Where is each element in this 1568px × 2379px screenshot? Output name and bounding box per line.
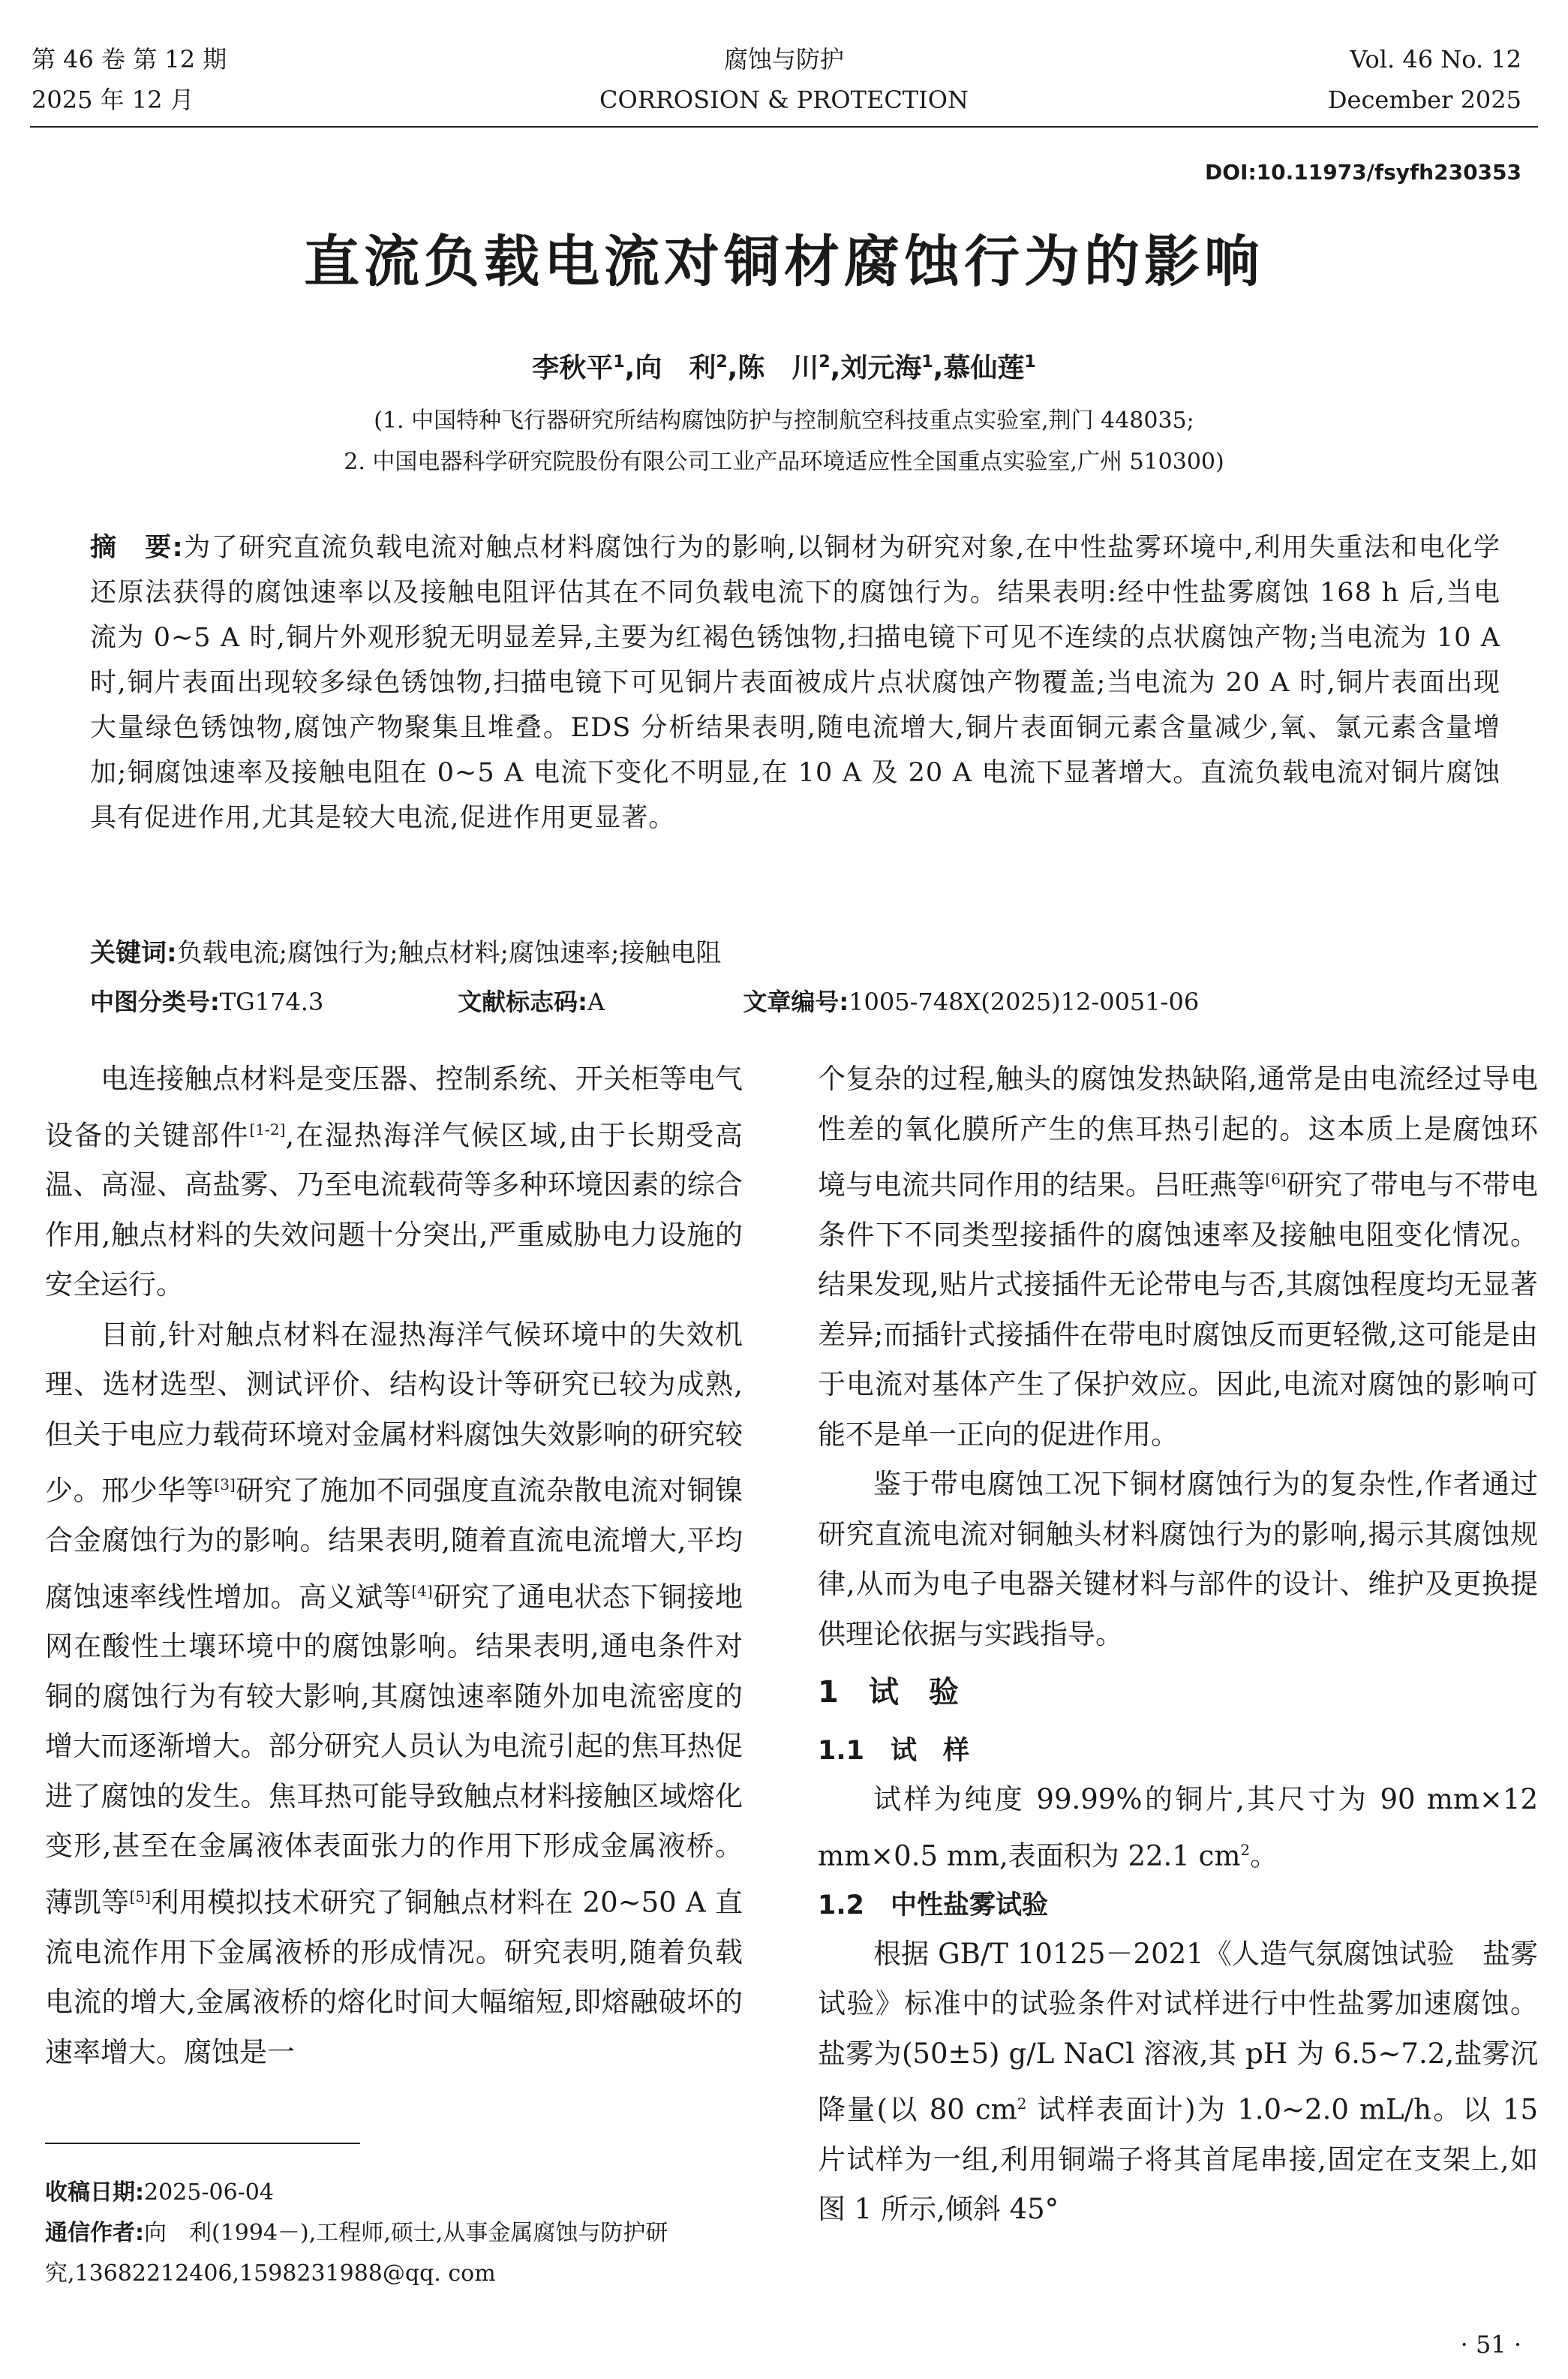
author-name: 陈 川 (737, 353, 819, 383)
corresponding-author-label: 通信作者: (45, 2220, 144, 2246)
author-aff: 2 (716, 353, 728, 371)
header-left (32, 39, 227, 120)
classification-line (90, 983, 1500, 1021)
text: 试样表面计)为 1.0~2.0 mL/h。以 15 片试样为一组,利用铜端子将其首尾串接,固定在支架上,如图 1 所示,倾斜 45° (818, 2093, 1538, 2226)
doc-code-label: 文献标志码: (458, 988, 587, 1016)
received-date: 2025-06-04 (144, 2179, 274, 2206)
citation[interactable]: [3] (214, 1475, 236, 1494)
doc-code-value: A (587, 988, 605, 1016)
clc-label: 中图分类号: (90, 988, 220, 1016)
citation[interactable]: [1-2] (249, 1120, 286, 1138)
doi[interactable]: DOI:10.11973/fsyfh230353 (1204, 160, 1521, 185)
subsection-heading: 1.1 试 样 (818, 1736, 970, 1767)
text: 研究了带电与不带电条件下不同类型接插件的腐蚀速率及接触电阻变化情况。结果发现,贴片式接插件无论带电与否,其腐蚀程度均无显著差异;而插针式接插件在带电时腐蚀反而更轻微,这可能是由于电流对基体产生了保护效应。因此,电流对腐蚀的影响可能不是单一正向的促进作用。 (818, 1168, 1539, 1451)
keywords (90, 934, 1500, 972)
keywords-label: 关键词: (90, 938, 177, 968)
author-name: 李秋平 (532, 353, 614, 383)
author-aff: 1 (921, 353, 933, 371)
keywords-text: 负载电流;腐蚀行为;触点材料;腐蚀速率;接触电阻 (176, 938, 722, 968)
affiliation-1: (1. 中国特种飞行器研究所结构腐蚀防护与控制航空科技重点实验室,荆门 448035; (374, 408, 1194, 434)
paragraph (45, 1310, 743, 2077)
text: 利用模拟技术研究了铜触点材料在 20~50 A 直流电流作用下金属液桥的形成情况。研究表明,随着负载电流的增大,金属液桥的熔化时间大幅缩短,即熔融破坏的速率增大。腐蚀是一 (45, 1886, 743, 2068)
text: 电连接触点材料是变压器、控制系统、开关柜等电气设备的关键部件 (45, 1063, 743, 1151)
paragraph: 鉴于带电腐蚀工况下铜材腐蚀行为的复杂性,作者通过研究直流电流对铜触头材料腐蚀行为的影响,揭示其腐蚀规律,从而为电子电器关键材料与部件的设计、维护及更换提供理论依据与实践指导。 (818, 1468, 1538, 1650)
received-label: 收稿日期: (45, 2179, 144, 2206)
clc-value: TG174.3 (219, 988, 324, 1016)
article-number-value: 1005-748X(2025)12-0051-06 (849, 988, 1200, 1016)
paragraph (818, 1929, 1538, 2235)
body-right-column (818, 1054, 1538, 2235)
date-cn: 2025 年 12 月 (32, 86, 194, 114)
section-heading: 1 试 验 (818, 1675, 959, 1710)
citation[interactable]: [6] (1265, 1170, 1287, 1188)
author-name: 慕仙莲 (943, 353, 1025, 383)
journal-cn: 腐蚀与防护 (723, 45, 844, 74)
paragraph (45, 1054, 743, 1310)
paragraph (818, 1775, 1538, 1881)
text: 研究了通电状态下铜接地网在酸性土壤环境中的腐蚀影响。结果表明,通电条件对铜的腐蚀行为有较大影响,其腐蚀速率随外加电流密度的增大而逐渐增大。部分研究人员认为电流引起的焦耳热促进了腐蚀的发生。焦耳热可能导致触点材料接触区域熔化变形,甚至在金属液体表面张力的作用下形成金属液桥。薄凯等 (45, 1580, 743, 1919)
author-list: 李秋平$^1$,向 利$^2$,陈 川$^2$,刘元海$^1$,慕仙莲$^1$ (532, 353, 1036, 383)
date-en: December 2025 (1327, 86, 1521, 114)
text: 研究了施加不同强度直流杂散电流对铜镍合金腐蚀行为的影响。结果表明,随着直流电流增大,平均腐蚀速率线性增加。高义斌等 (45, 1474, 743, 1613)
citation[interactable]: [5] (129, 1887, 151, 1905)
citation[interactable]: [4] (411, 1581, 433, 1600)
abstract (90, 525, 1500, 841)
author-aff: 1 (1024, 353, 1036, 371)
text: ,在湿热海洋气候区域,由于长期受高温、高湿、高盐雾、乃至电流载荷等多种环境因素的综合作用,触点材料的失效问题十分突出,严重威胁电力设施的安全运行。 (45, 1118, 743, 1301)
text: 。 (1250, 1839, 1278, 1872)
footnote-rule (45, 2143, 360, 2144)
header-center (484, 39, 1084, 120)
author-aff: 1 (613, 353, 625, 371)
superscript: 2 (1240, 1840, 1251, 1859)
abstract-text: 为了研究直流负载电流对触点材料腐蚀行为的影响,以铜材为研究对象,在中性盐雾环境中,利用失重法和电化学还原法获得的腐蚀速率以及接触电阻评估其在不同负载电流下的腐蚀行为。结果表明:经中性盐雾腐蚀 168 h 后,当电流为 0~5 A 时,铜片外观形貌无明显差异,主要为红褐色锈蚀物,扫描电镜下可见不连续的点状腐蚀产物;当电流为 10 A 时,铜片表面出现较多绿色锈蚀物,扫描电镜下可见铜片表面被成片点状腐蚀产物覆盖;当电流为 20 A 时,铜片表面出现大量绿色锈蚀物,腐蚀产物聚集且堆叠。EDS 分析结果表明,随电流增大,铜片表面铜元素含量减少,氧、氯元素含量增加;铜腐蚀速率及接触电阻在 0~5 A 电流下变化不明显,在 10 A 及 20 A 电流下显著增大。直流负载电流对铜片腐蚀具有促进作用,尤其是较大电流,促进作用更显著。 (90, 533, 1500, 833)
superscript: 2 (1017, 2095, 1027, 2113)
header-right (1328, 39, 1521, 120)
abstract-label: 摘 要: (90, 533, 184, 563)
body-left-column (45, 1054, 743, 2077)
affiliation-2: 2. 中国电器科学研究院股份有限公司工业产品环境适应性全国重点实验室,广州 510300) (344, 449, 1224, 475)
article-title: 直流负载电流对铜材腐蚀行为的影响 (304, 230, 1264, 294)
article-number-label: 文章编号: (743, 988, 849, 1016)
footnote (45, 2173, 765, 2294)
author-aff: 2 (819, 353, 831, 371)
volume-cn: 第 46 卷 第 12 期 (32, 45, 227, 74)
author-name: 刘元海 (840, 353, 922, 383)
author-name: 向 利 (635, 353, 716, 383)
corresponding-author-info: 向 利(1994－),工程师,硕士,从事金属腐蚀与防护研究,13682212406,1598231988@qq. com (45, 2220, 668, 2287)
journal-en: CORROSION & PROTECTION (599, 86, 969, 114)
text: 个复杂的过程,触头的腐蚀发热缺陷,通常是由电流经过导电性差的氧化膜所产生的焦耳热引起的。这本质上是腐蚀环境与电流共同作用的结果。吕旺燕等 (818, 1063, 1538, 1202)
volume-en: Vol. 46 No. 12 (1350, 45, 1521, 74)
paragraph (818, 1054, 1538, 1460)
subsection-heading: 1.2 中性盐雾试验 (818, 1890, 1049, 1920)
page-number: · 51 · (1460, 2330, 1521, 2359)
text: 根据 GB/T 10125－2021《人造气氛腐蚀试验 盐雾试验》标准中的试验条件对试样进行中性盐雾加速腐蚀。盐雾为(50±5) g/L NaCl 溶液,其 pH 为 6.5~7.2,盐雾沉降量(以 80 cm (818, 1937, 1538, 2126)
header-rule (30, 126, 1538, 128)
text: 试样为纯度 99.99%的铜片,其尺寸为 90 mm×12 mm×0.5 mm,表面积为 22.1 cm (818, 1783, 1538, 1872)
text: 目前,针对触点材料在湿热海洋气候环境中的失效机理、选材选型、测试评价、结构设计等研究已较为成熟,但关于电应力载荷环境对金属材料腐蚀失效影响的研究较少。邢少华等 (45, 1318, 743, 1507)
